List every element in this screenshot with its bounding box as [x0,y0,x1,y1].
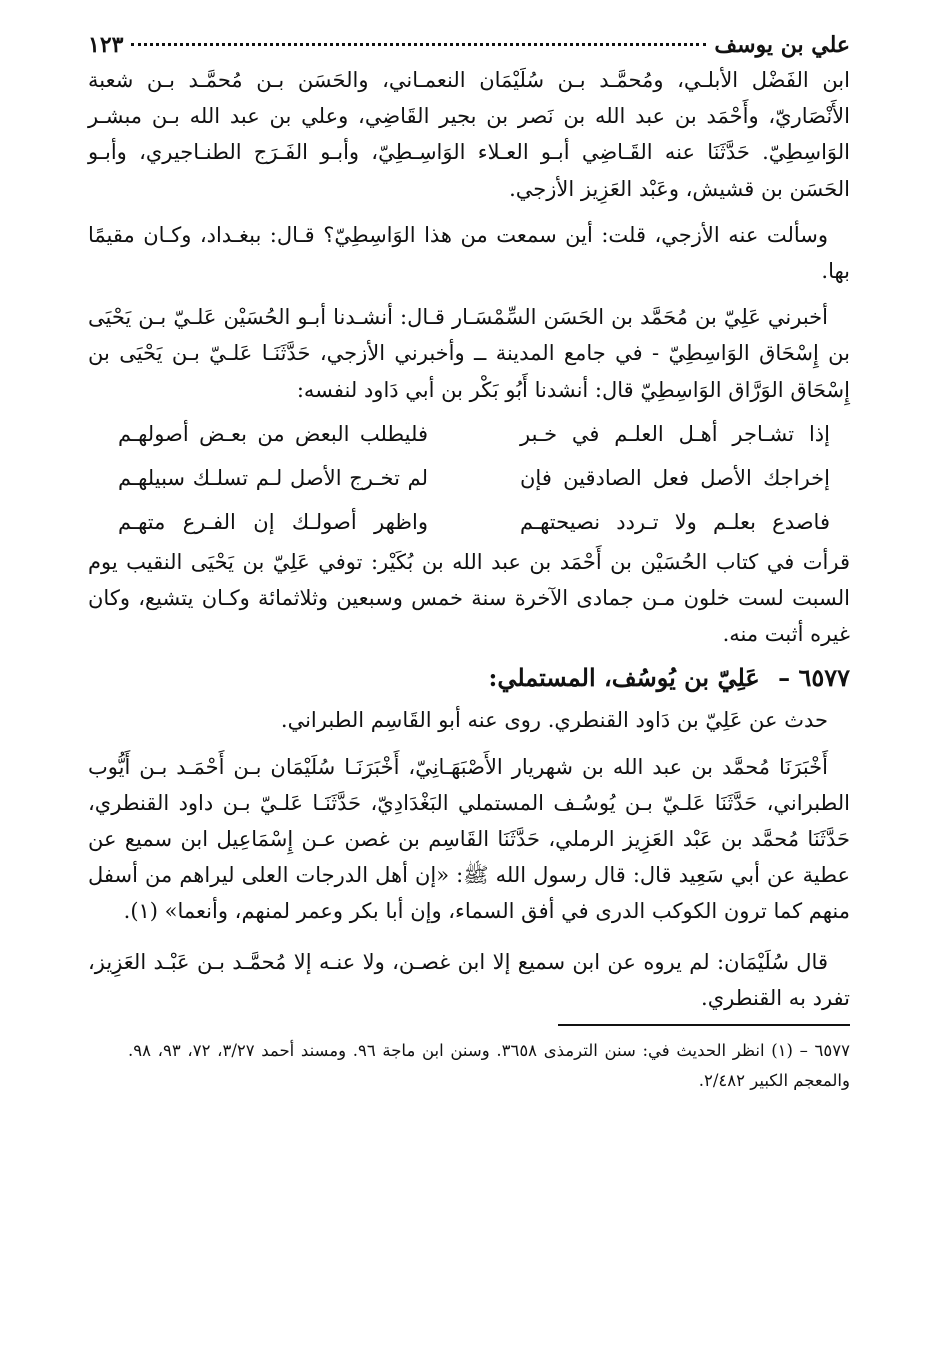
footnote: ٦٥٧٧ – (١) انظر الحديث في: سنن الترمذى ٣٦٥٨. وسنن ابن ماجة ٩٦. ومسند أحمد ٣/٢٧، ٧٢، ٩٣، ٩٨. والمعجم الكبير ٢/٤٨٢. [128,1041,850,1091]
poem-second-hemistich: واظهر أصولـك إن الفـرع متهـم [118,509,428,534]
paragraph-1: ابن الفَضْل الأبلـي، ومُحمَّـد بـن سُلَيْمَان النعمـاني، والحَسَن بـن مُحمَّـد بـن شعبة الأَنْصَاريّ، وأَحْمَد بن عبد الله بن نَصر بن بجير القَاضِي، وعلي بن عبد الله بـن مبشـر الوَاسِطِيّ. حَدَّثَنَا عنه القَـاضِي أبـو العـلاء الوَاسِـطِيّ، وأبـو الفَـرَج الطنـاجيري، وأبـو الحَسَن بن قشيش، وعَبْد العَزِيز الأزجي. [88,68,850,201]
paragraph-6: أَخْبَرَنَا مُحمَّد بن عبد الله بن شهريار الأَصْبَهَـانِيّ، أَخْبَرَنَـا سُلَيْمَان بـن أَحْمَـد بـن أَيُّوب الطبراني، حَدَّثَنَا عَلـيّ بـن يُوسُـف المستملي البَغْدَادِيّ، حَدَّثَنَـا عَلـيّ بـن داود القنطري، حَدَّثَنَا مُحمَّد بن عَبْد العَزِيز الرملي، حَدَّثَنَا القَاسِم بن غصن عـن إِسْمَاعِيل ابن سميع عن عطية عن أبي سَعِيد قال: قال رسول الله ﷺ: «إن أهل الدرجات العلى ليراهم من أسفل منهم كما ترون الكوكب الدرى في أفق السماء، وإن أبا بكر وعمر لمنهم، وأنعما» (١). [88,754,850,924]
paragraph-2: وسألت عنه الأزجي، قلت: أين سمعت من هذا الوَاسِطِيّ؟ قـال: ببغـداد، وكـان مقيمًا بها. [88,222,850,284]
poem [88,412,850,544]
header-dot-leader [131,31,706,46]
entry-heading [88,654,850,702]
paragraph-7: قال سُلَيْمَان: لم يروه عن ابن سميع إلا ابن غصـن، ولا عنـه إلا مُحمَّـد بـن عَبْـد العَزِيز، تفرد به القنطري. [88,949,850,1010]
entry-number: ٦٥٧٧ – [778,663,850,693]
paragraph-4: قرأت في كتاب الحُسَيْن بن أَحْمَد بن عبد الله بن بُكَيْر: توفي عَلِيّ بن يَحْيَى النقيب يوم السبت لست خلون مـن جمادى الآخرة سنة خمس وسبعين وثلاثمائة وكـان يتشيع، وكان غيره أثبت منه. [88,549,850,647]
poem-first-hemistich: فاصدع بعلـم ولا تـردد نصيحتهـم [520,509,830,534]
poem-first-hemistich: إخراجك الأصل فعل الصادقين فإن [520,465,830,490]
poem-line [88,456,850,500]
document-page [88,28,850,1096]
paragraph-3: أخبرني عَلِيّ بن مُحَمَّد بن الحَسَن السِّمْسَـار قـال: أنشـدنا أبـو الحُسَيْن عَلـيّ بـن يَحْيَى بن إِسْحَاق الوَاسِطِيّ - في جامع المدينة ــ وأخبرني الأزجي، حَدَّثَنَـا عَلـيّ بـن يَحْيَى بن إِسْحَاق الوَرَّاق الوَاسِطِيّ قال: أنشدنا أَبُو بَكْر بن أبي دَاود لنفسه: [88,305,850,402]
footnote-divider [558,1024,850,1026]
poem-line [88,412,850,456]
poem-second-hemistich: فليطلب البعض من بعـض أصولهـم [118,421,428,446]
poem-first-hemistich: إذا تشـاجر أهـل العلـم في خـبر [520,421,830,446]
entry-title: عَلِيّ بن يُوسُف، المستملي: [488,663,760,693]
poem-line [88,500,850,544]
poem-second-hemistich: لم تخـرج الأصل لـم تسلـك سبيلهـم [118,465,428,490]
page-number: ١٢٣ [88,32,124,58]
paragraph-5: حدث عن عَلِيّ بن دَاود القنطري. روى عنه أبو القَاسِم الطبراني. [280,708,828,733]
running-header [88,28,850,62]
header-title: علي بن يوسف [714,32,850,58]
